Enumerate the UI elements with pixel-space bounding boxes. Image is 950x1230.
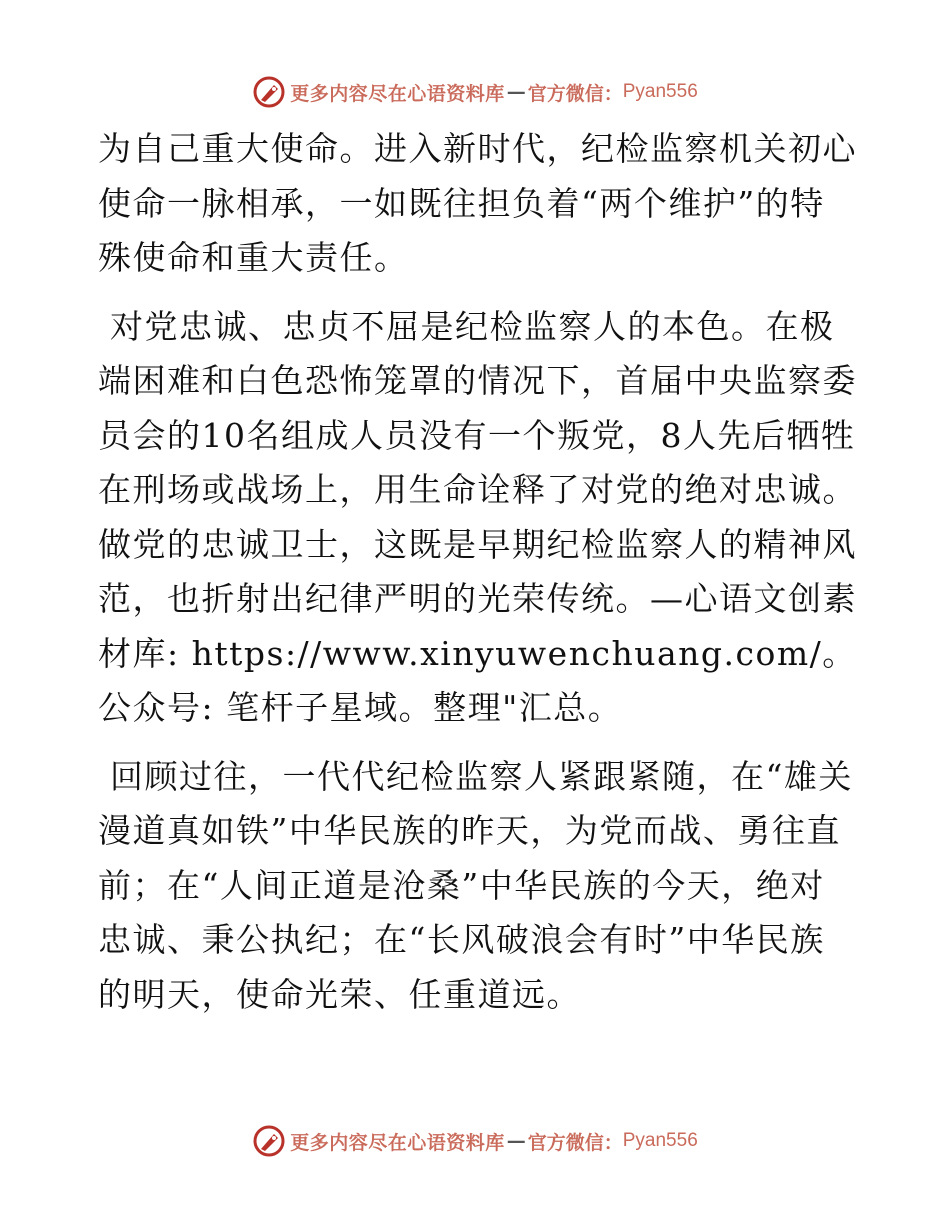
footer-dash: — (506, 1130, 526, 1152)
header-dash: — (506, 81, 526, 103)
header-banner (0, 72, 950, 112)
header-wechat-id: Pyan556 (622, 81, 698, 102)
footer-site-text: 更多内容尽在心语资料库 (290, 1131, 505, 1154)
paragraph-3: 回顾过往，一代代纪检监察人紧跟紧随，在“雄关漫道真如铁”中华民族的昨天，为党而战、勇往直前；在“人间正道是沧桑”中华民族的今天，绝对忠诚、秉公执纪；在“长风破浪会有时”中华民族的明天，使命光荣、任重道远。 (98, 756, 853, 1014)
footer-wechat-label: 官方微信： (527, 1131, 623, 1154)
paragraph-2: 对党忠诚、忠贞不屈是纪检监察人的本色。在极端困难和白色恐怖笼罩的情况下，首届中央监察委员会的10名组成人员没有一个叛党，8人先后牺牲在刑场或战场上，用生命诠释了对党的绝对忠诚。做党的忠诚卫士，这既是早期纪检监察人的精神风范，也折射出纪律严明的光荣传统。—心语文创素材库: https://www.xinyuwenchuang.com/。公众号: 笔杆子星域。整理"汇总。 (98, 306, 857, 727)
header-wechat-label: 官方微信： (527, 82, 623, 105)
footer-wechat-id: Pyan556 (622, 1130, 698, 1151)
footer-banner (0, 1121, 950, 1161)
pen-nib-logo-icon (252, 75, 286, 109)
document-body (98, 122, 858, 1022)
paragraph-1: 为自己重大使命。进入新时代，纪检监察机关初心使命一脉相承，一如既往担负着“两个维护”的特殊使命和重大责任。 (98, 129, 857, 277)
header-site-text: 更多内容尽在心语资料库 (290, 82, 505, 105)
pen-nib-logo-icon (252, 1124, 286, 1158)
